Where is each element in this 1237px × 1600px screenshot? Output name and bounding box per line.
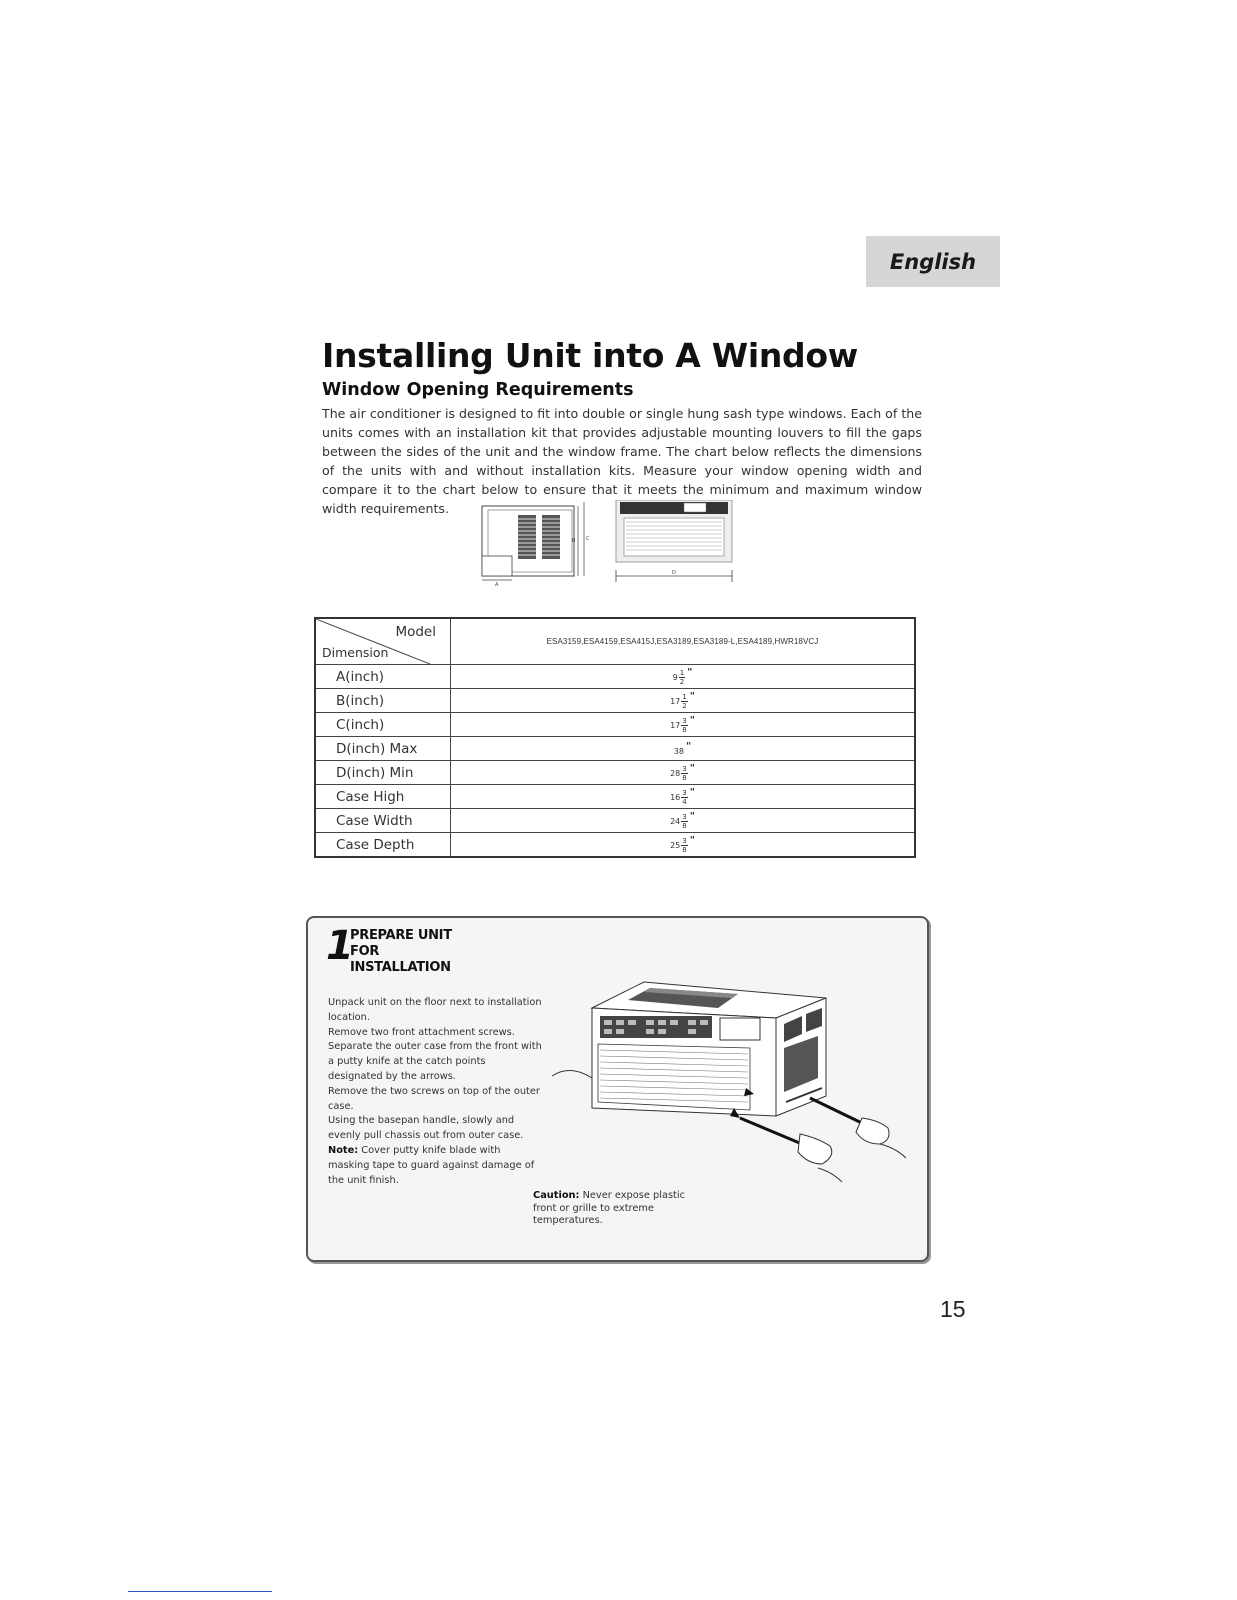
caution-note [533, 1190, 693, 1228]
table-row [315, 809, 915, 833]
dimension-value [451, 761, 916, 785]
inch-mark: " [689, 715, 695, 726]
value-fraction [681, 789, 687, 806]
value-fraction [681, 717, 687, 734]
step-instructions [328, 996, 543, 1188]
value-whole: 17 [670, 697, 681, 706]
side-view-figure [482, 502, 590, 588]
label-b: B [572, 538, 576, 544]
instruction-line: Using the basepan handle, slowly and evenly pull chassis out from outer case. [328, 1115, 524, 1142]
fraction-denominator: 8 [682, 822, 687, 830]
table-row [315, 833, 915, 858]
fraction-numerator: 1 [679, 669, 685, 677]
dimension-value [451, 665, 916, 689]
model-list: ESA3159,ESA4159,ESA415J,ESA3189,ESA3189-L,ESA4189,HWR18VCJ [451, 618, 916, 665]
step-title-line: PREPARE UNIT [350, 928, 452, 943]
value-whole: 17 [670, 721, 681, 730]
table-row [315, 689, 915, 713]
header-diagonal-cell [315, 618, 451, 665]
value-fraction [681, 765, 687, 782]
value-whole: 38 [673, 747, 684, 756]
dimension-value [451, 833, 916, 858]
page-title: Installing Unit into A Window [322, 336, 858, 375]
value-whole: 28 [670, 769, 681, 778]
inch-mark: " [687, 667, 693, 678]
fraction-numerator: 3 [682, 813, 687, 821]
header-model-label: Model [395, 624, 436, 640]
dimension-value [451, 713, 916, 737]
dimension-label: B(inch) [315, 689, 451, 713]
table-row [315, 665, 915, 689]
value-whole: 25 [670, 841, 681, 850]
instruction-line: Separate the outer case from the front with a putty knife at the catch points designated by the arrows. [328, 1041, 542, 1082]
instruction-line: Unpack unit on the floor next to installation location. [328, 997, 542, 1023]
instruction-line: Remove two front attachment screws. [328, 1026, 515, 1038]
dimension-value [451, 689, 916, 713]
dimension-value [451, 785, 916, 809]
header-dimension-label: Dimension [322, 645, 389, 660]
inch-mark: " [689, 691, 695, 702]
inch-mark: " [689, 811, 695, 822]
value-whole: 16 [670, 793, 681, 802]
step-number: 1 [326, 923, 354, 969]
table-row [315, 785, 915, 809]
language-tab: English [866, 236, 1000, 287]
label-a: A [495, 582, 499, 588]
ac-unit-illustration [550, 968, 910, 1188]
value-fraction [681, 693, 687, 710]
unit-dimension-figures [480, 500, 760, 590]
step-title-line: INSTALLATION [350, 960, 451, 975]
footer-link-line [128, 1591, 272, 1592]
fraction-numerator: 3 [682, 837, 687, 845]
value-fraction [681, 813, 687, 830]
label-d: D [672, 570, 676, 576]
note-line [328, 1144, 543, 1188]
fraction-denominator: 8 [682, 774, 687, 782]
fraction-numerator: 3 [682, 717, 687, 725]
dimension-label: Case Depth [315, 833, 451, 858]
table-header-row [315, 618, 915, 665]
intro-paragraph: The air conditioner is designed to fit into double or single hung sash type windows. Each of the units comes with an installation kit that provides adjustable mounting louvers to fill the gaps between the sides of the unit and the window frame. The chart below reflects the dimensions of the units with and without installation kits. Measure your window opening width and compare it to the chart below to ensure that it meets the minimum and maximum window width requirements. [322, 406, 922, 516]
inch-mark: " [689, 763, 695, 774]
fraction-numerator: 3 [682, 765, 687, 773]
value-fraction [681, 837, 687, 854]
fraction-numerator: 3 [682, 789, 687, 797]
fraction-numerator: 1 [682, 693, 687, 701]
inch-mark: " [685, 741, 692, 752]
fraction-denominator: 2 [679, 678, 685, 686]
value-fraction [679, 669, 685, 686]
table-row [315, 761, 915, 785]
dimension-label: C(inch) [315, 713, 451, 737]
fraction-denominator: 4 [682, 798, 687, 806]
dimensions-table [314, 617, 916, 858]
instruction-line: Remove the two screws on top of the outer case. [328, 1085, 540, 1112]
inch-mark: " [689, 787, 695, 798]
table-row [315, 713, 915, 737]
value-whole: 9 [672, 673, 678, 682]
note-text: Cover putty knife blade with masking tape to guard against damage of the unit finish. [328, 1144, 535, 1186]
note-label: Note: [328, 1144, 359, 1156]
value-whole: 24 [670, 817, 681, 826]
dimension-label: Case High [315, 785, 451, 809]
section-heading: Window Opening Requirements [322, 380, 634, 400]
table-row [315, 737, 915, 761]
label-c: C [586, 536, 590, 542]
inch-mark: " [689, 835, 695, 846]
fraction-denominator: 8 [682, 846, 687, 854]
step-title-line: FOR [350, 944, 380, 959]
caution-label: Caution: [533, 1190, 580, 1201]
dimension-label: D(inch) Min [315, 761, 451, 785]
step-title [350, 928, 452, 976]
page-number: 15 [940, 1296, 966, 1322]
caution-text: Never expose plastic front or grille to extreme temperatures. [533, 1190, 685, 1226]
fraction-denominator: 2 [682, 702, 687, 710]
dimension-value [451, 809, 916, 833]
dimension-label: Case Width [315, 809, 451, 833]
fraction-denominator: 8 [682, 726, 687, 734]
dimension-label: D(inch) Max [315, 737, 451, 761]
dimension-value [451, 737, 916, 761]
front-view-figure [616, 500, 732, 582]
dimension-label: A(inch) [315, 665, 451, 689]
